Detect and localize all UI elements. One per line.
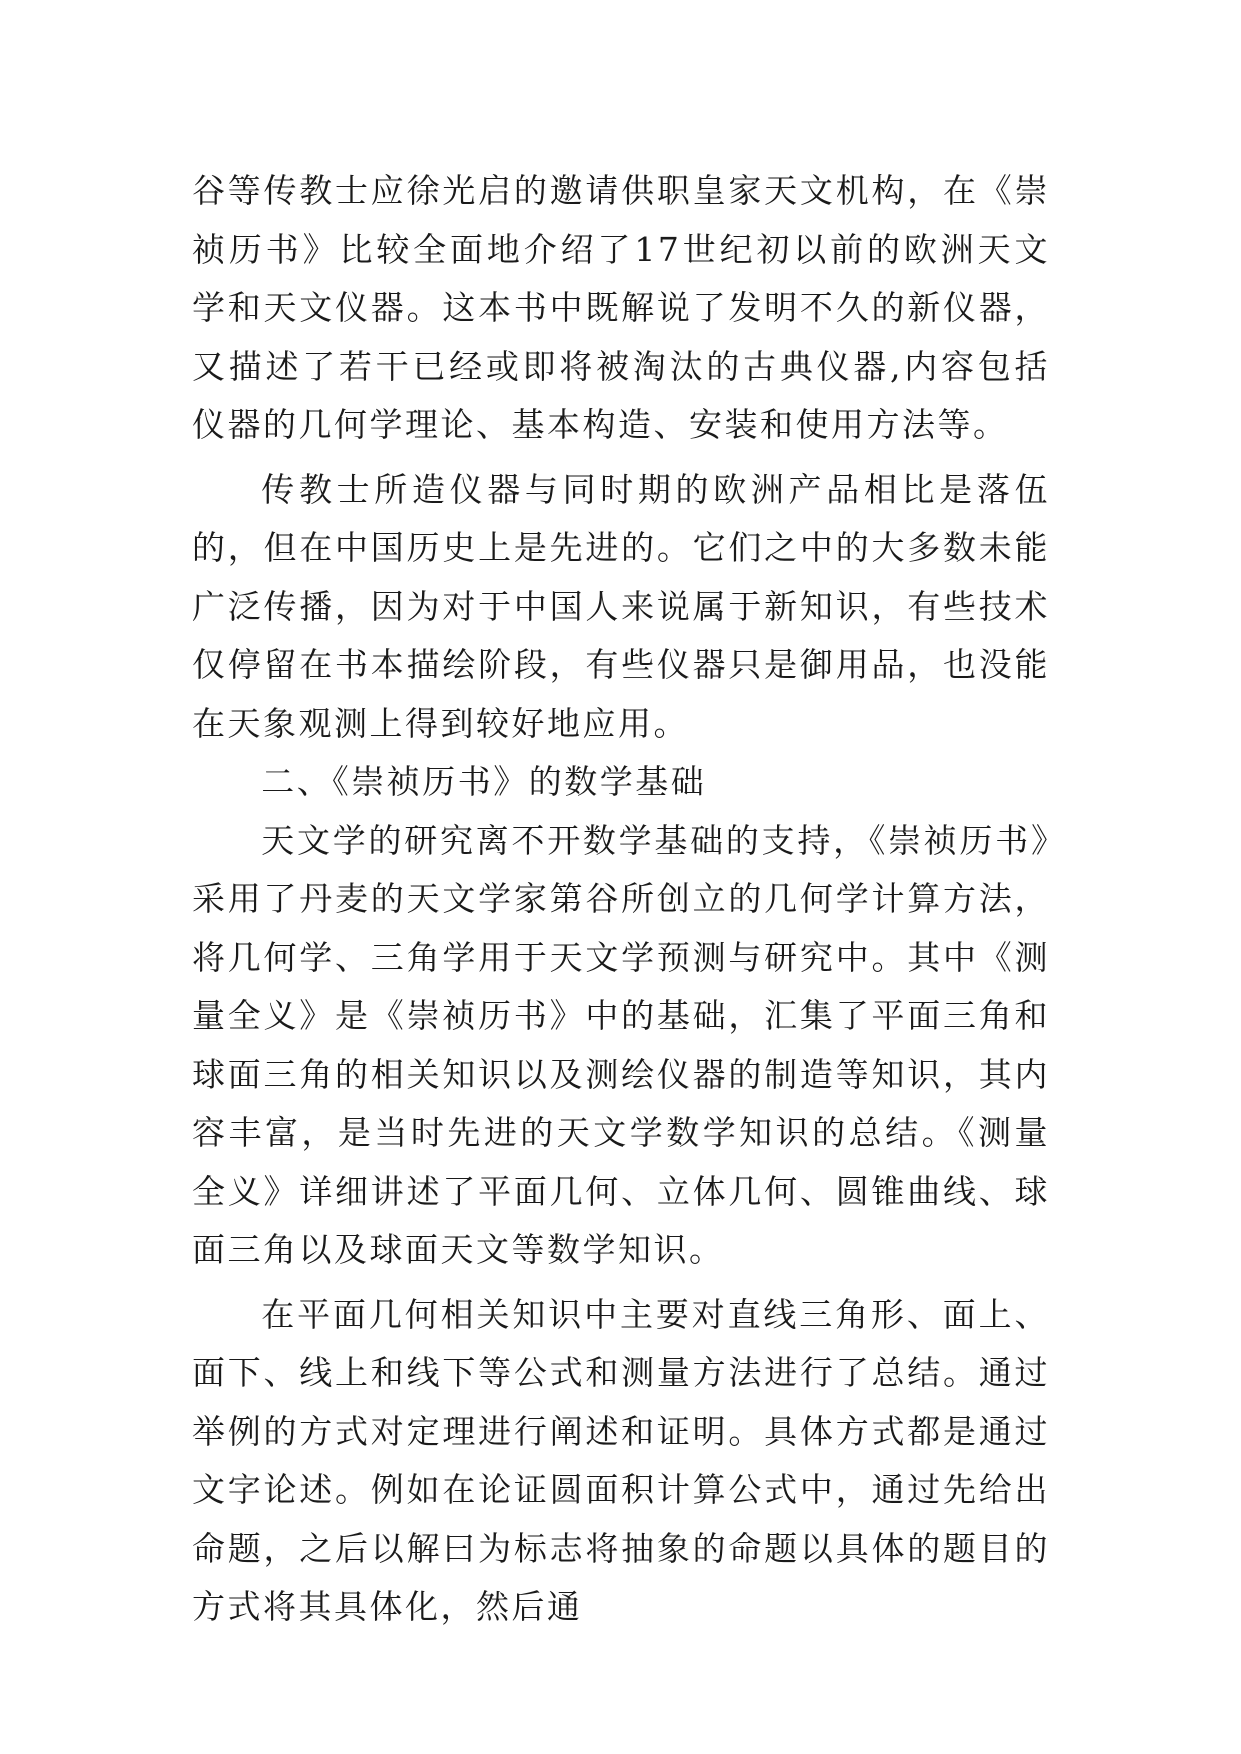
section-heading: 二、《崇祯历书》的数学基础 xyxy=(261,762,707,801)
paragraph-4: 在平面几何相关知识中主要对直线三角形、面上、面下、线上和线下等公式和测量方法进行了总结。通过举例的方式对定理进行阐述和证明。具体方式都是通过文字论述。例如在论证圆面积计算公式中，通过先给出命题，之后以解曰为标志将抽象的命题以具体的题目的方式将其具体化，然后通 xyxy=(192,1294,1050,1626)
document-body xyxy=(192,162,1050,1637)
paragraph-1: 谷等传教士应徐光启的邀请供职皇家天文机构，在《崇祯历书》比较全面地介绍了17世纪初以前的欧洲天文学和天文仪器。这本书中既解说了发明不久的新仪器，又描述了若干已经或即将被淘汰的古典仪器,内容包括仪器的几何学理论、基本构造、安装和使用方法等。 xyxy=(192,171,1050,444)
paragraph-3: 天文学的研究离不开数学基础的支持，《崇祯历书》采用了丹麦的天文学家第谷所创立的几何学计算方法，将几何学、三角学用于天文学预测与研究中。其中《测量全义》是《崇祯历书》中的基础，汇集了平面三角和球面三角的相关知识以及测绘仪器的制造等知识，其内容丰富，是当时先进的天文学数学知识的总结。《测量全义》详细讲述了平面几何、立体几何、圆锥曲线、球面三角以及球面天文等数学知识。 xyxy=(192,820,1050,1269)
paragraph-2: 传教士所造仪器与同时期的欧洲产品相比是落伍的，但在中国历史上是先进的。它们之中的大多数未能广泛传播，因为对于中国人来说属于新知识，有些技术仅停留在书本描绘阶段，有些仪器只是御用品，也没能在天象观测上得到较好地应用。 xyxy=(192,469,1050,743)
